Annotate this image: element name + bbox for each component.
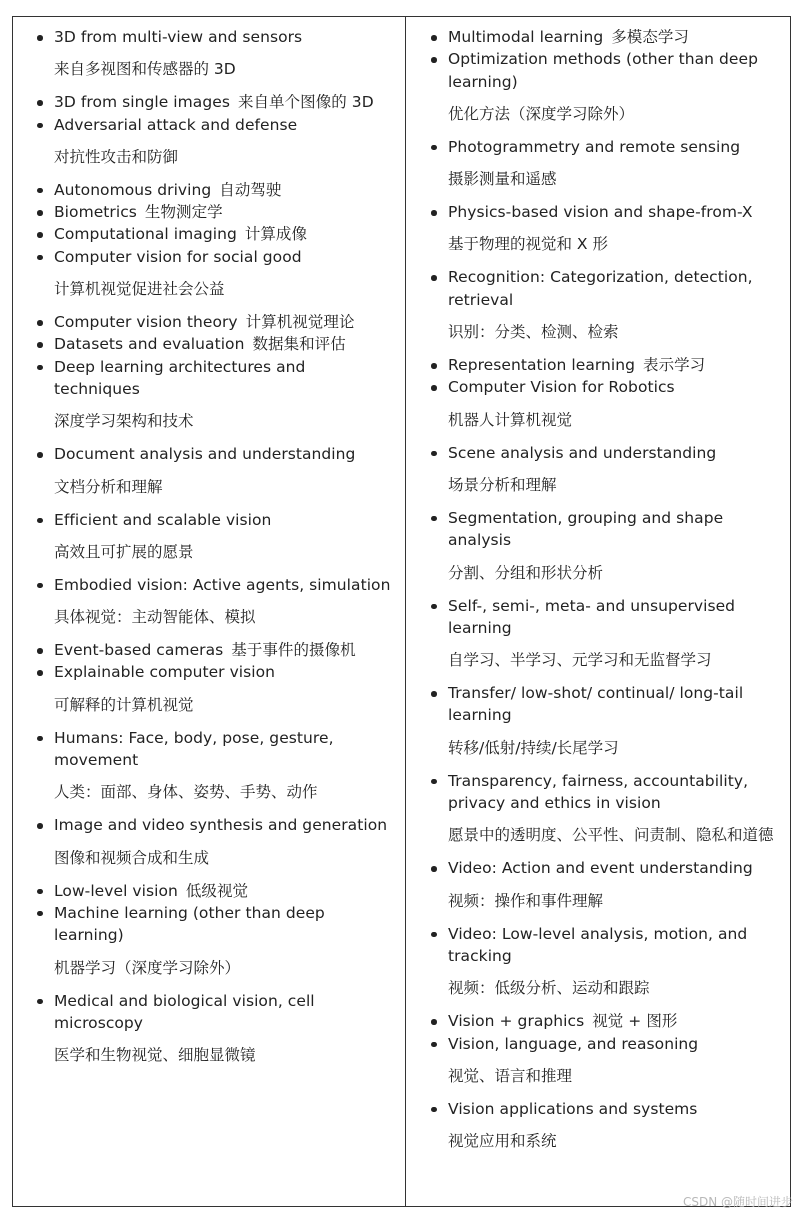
topic-chinese-translation: 高效且可扩展的愿景 bbox=[54, 542, 194, 561]
topic-group bbox=[418, 266, 784, 343]
right-column bbox=[418, 26, 784, 1163]
topic-english: Vision + graphics bbox=[448, 1012, 585, 1031]
topic-item bbox=[418, 266, 784, 311]
topic-english: Video: Action and event understanding bbox=[448, 859, 753, 878]
topic-list bbox=[418, 857, 784, 879]
topic-group bbox=[418, 26, 784, 125]
topic-group bbox=[24, 26, 394, 80]
topic-group bbox=[418, 682, 784, 759]
topic-item bbox=[418, 376, 784, 398]
topic-chinese-inline: 基于事件的摄像机 bbox=[231, 641, 356, 660]
topic-item bbox=[24, 509, 394, 531]
topic-english: Representation learning bbox=[448, 356, 636, 375]
topic-chinese-translation: 视频：低级分析、运动和跟踪 bbox=[448, 979, 650, 998]
topic-list bbox=[418, 923, 784, 968]
topic-list bbox=[24, 990, 394, 1035]
topic-chinese-inline: 来自单个图像的 3D bbox=[237, 93, 374, 112]
topic-group bbox=[418, 923, 784, 1000]
topic-group bbox=[24, 443, 394, 497]
topic-english: Event-based cameras bbox=[54, 641, 224, 660]
topic-item bbox=[24, 727, 394, 772]
topic-english: Transfer/ low-shot/ continual/ long-tail learning bbox=[448, 684, 744, 725]
topic-english: 3D from multi-view and sensors bbox=[54, 28, 303, 46]
topic-chinese-translation: 摄影测量和遥感 bbox=[448, 170, 557, 189]
topic-chinese-inline: 表示学习 bbox=[643, 356, 706, 375]
topic-group bbox=[24, 880, 394, 979]
topic-english: Machine learning (other than deep learning) bbox=[54, 903, 325, 945]
topic-english: Scene analysis and understanding bbox=[448, 443, 717, 462]
topic-english: Biometrics bbox=[54, 203, 137, 222]
topic-english: Transparency, fairness, accountability, privacy and ethics in vision bbox=[448, 771, 749, 813]
topic-english: Self-, semi-, meta- and unsupervised learning bbox=[448, 596, 736, 637]
topic-list bbox=[418, 595, 784, 640]
topic-english: Embodied vision: Active agents, simulation bbox=[54, 575, 391, 594]
topic-chinese-translation: 视觉、语言和推理 bbox=[448, 1066, 573, 1085]
topic-english: Segmentation, grouping and shape analysis bbox=[448, 508, 724, 550]
topic-chinese-translation: 视频：操作和事件理解 bbox=[448, 891, 604, 910]
topic-chinese-translation: 场景分析和理解 bbox=[448, 475, 557, 494]
topic-chinese-inline: 数据集和评估 bbox=[252, 335, 346, 354]
topic-chinese-translation: 对抗性攻击和防御 bbox=[54, 147, 179, 166]
topic-list bbox=[24, 814, 394, 836]
topic-list bbox=[418, 1098, 784, 1120]
topic-group bbox=[418, 595, 784, 672]
topic-english: Computer Vision for Robotics bbox=[448, 378, 675, 397]
topic-list bbox=[24, 509, 394, 531]
topic-chinese-inline: 生物测定学 bbox=[144, 203, 223, 222]
topic-group bbox=[418, 507, 784, 584]
topic-group bbox=[418, 442, 784, 496]
topic-list bbox=[418, 770, 784, 815]
topic-item bbox=[418, 1033, 784, 1055]
topic-list bbox=[24, 311, 394, 400]
topic-item bbox=[418, 201, 784, 223]
topic-list bbox=[418, 136, 784, 158]
topic-item bbox=[24, 356, 394, 401]
topic-item bbox=[24, 990, 394, 1035]
topic-list bbox=[24, 727, 394, 772]
topic-list bbox=[418, 1010, 784, 1055]
topic-item bbox=[418, 595, 784, 640]
topic-item bbox=[24, 26, 394, 48]
topic-english: Computational imaging bbox=[54, 225, 237, 244]
topic-chinese-inline: 自动驾驶 bbox=[219, 180, 282, 199]
topic-item bbox=[24, 902, 394, 947]
topic-list bbox=[24, 639, 394, 684]
topic-chinese-translation: 基于物理的视觉和 X 形 bbox=[448, 235, 608, 254]
topic-english: Efficient and scalable vision bbox=[54, 510, 272, 529]
topic-item bbox=[24, 201, 394, 223]
topic-chinese-translation: 机器人计算机视觉 bbox=[448, 410, 573, 429]
topic-item bbox=[418, 1098, 784, 1120]
topic-list bbox=[418, 201, 784, 223]
topic-list bbox=[24, 574, 394, 596]
topic-group bbox=[24, 639, 394, 716]
topic-chinese-translation: 医学和生物视觉、细胞显微镜 bbox=[54, 1046, 256, 1065]
topic-item bbox=[418, 442, 784, 464]
topic-english: Image and video synthesis and generation bbox=[54, 816, 388, 835]
topic-chinese-translation: 视觉应用和系统 bbox=[448, 1132, 557, 1151]
topic-list bbox=[418, 442, 784, 464]
topic-chinese-translation: 优化方法（深度学习除外） bbox=[448, 104, 635, 123]
topic-english: Explainable computer vision bbox=[54, 663, 276, 682]
topic-chinese-inline: 视觉 + 图形 bbox=[592, 1012, 678, 1031]
topic-group bbox=[24, 91, 394, 168]
topic-english: Deep learning architectures and techniques bbox=[54, 357, 306, 398]
topic-chinese-inline: 计算机视觉理论 bbox=[245, 313, 355, 332]
topic-chinese-translation: 转移/低射/持续/长尾学习 bbox=[448, 738, 619, 757]
topic-item bbox=[24, 223, 394, 245]
topic-item bbox=[418, 682, 784, 727]
topic-chinese-translation: 机器学习（深度学习除外） bbox=[54, 958, 241, 977]
topic-group bbox=[418, 1098, 784, 1152]
topic-item bbox=[418, 354, 784, 376]
topic-english: Optimization methods (other than deep learning) bbox=[448, 50, 758, 91]
topic-item bbox=[24, 246, 394, 268]
topic-group bbox=[24, 311, 394, 432]
topic-item bbox=[24, 574, 394, 596]
topic-chinese-translation: 识别：分类、检测、检索 bbox=[448, 323, 619, 342]
topic-list bbox=[24, 880, 394, 947]
topic-item bbox=[24, 179, 394, 201]
topic-english: Datasets and evaluation bbox=[54, 335, 245, 354]
topic-chinese-inline: 低级视觉 bbox=[185, 881, 249, 900]
topic-english: Computer vision for social good bbox=[54, 247, 302, 266]
topic-chinese-translation: 图像和视频合成和生成 bbox=[54, 848, 210, 867]
topic-group bbox=[24, 990, 394, 1067]
column-divider bbox=[405, 16, 406, 1207]
topic-group bbox=[24, 574, 394, 628]
topic-group bbox=[418, 136, 784, 190]
topic-group bbox=[418, 1010, 784, 1087]
topic-english: Adversarial attack and defense bbox=[54, 115, 298, 134]
topic-group bbox=[24, 179, 394, 300]
topic-item bbox=[24, 639, 394, 661]
topic-english: Autonomous driving bbox=[54, 180, 212, 199]
watermark: CSDN @随时间进步 bbox=[682, 1195, 793, 1209]
topic-chinese-translation: 计算机视觉促进社会公益 bbox=[54, 280, 225, 299]
topic-english: 3D from single images bbox=[54, 93, 230, 112]
topic-english: Vision applications and systems bbox=[448, 1099, 698, 1118]
topic-english: Multimodal learning bbox=[448, 28, 604, 46]
topic-list bbox=[24, 26, 394, 48]
topic-english: Medical and biological vision, cell microscopy bbox=[54, 991, 315, 1032]
topic-chinese-inline: 计算成像 bbox=[244, 225, 308, 244]
topic-english: Physics-based vision and shape-from-X bbox=[448, 203, 753, 222]
topic-list bbox=[418, 26, 784, 93]
topic-list bbox=[418, 354, 784, 399]
topic-item bbox=[418, 857, 784, 879]
topic-chinese-translation: 来自多视图和传感器的 3D bbox=[54, 60, 236, 79]
topic-item bbox=[418, 770, 784, 815]
topic-item bbox=[418, 48, 784, 93]
topic-english: Low-level vision bbox=[54, 881, 178, 900]
topic-english: Document analysis and understanding bbox=[54, 445, 356, 464]
topic-item bbox=[24, 814, 394, 836]
topic-group bbox=[418, 770, 784, 847]
topic-chinese-translation: 分割、分组和形状分析 bbox=[448, 563, 604, 582]
topic-list bbox=[24, 91, 394, 136]
topic-group bbox=[418, 354, 784, 431]
topic-item bbox=[418, 136, 784, 158]
topic-group bbox=[24, 814, 394, 868]
topic-group bbox=[24, 727, 394, 804]
topic-item bbox=[24, 311, 394, 333]
topic-chinese-translation: 自学习、半学习、元学习和无监督学习 bbox=[448, 651, 712, 670]
topic-item bbox=[24, 443, 394, 465]
topic-english: Recognition: Categorization, detection, retrieval bbox=[448, 268, 753, 309]
topic-group bbox=[418, 201, 784, 255]
topic-list bbox=[418, 507, 784, 552]
topic-english: Vision, language, and reasoning bbox=[448, 1034, 699, 1053]
left-column bbox=[24, 26, 394, 1077]
topic-list bbox=[24, 179, 394, 268]
topic-item bbox=[418, 26, 784, 48]
topic-item bbox=[24, 661, 394, 683]
topic-item bbox=[418, 1010, 784, 1032]
topic-item bbox=[418, 507, 784, 552]
topic-list bbox=[24, 443, 394, 465]
topic-item bbox=[418, 923, 784, 968]
topic-item bbox=[24, 333, 394, 355]
topic-item bbox=[24, 91, 394, 113]
topic-chinese-translation: 可解释的计算机视觉 bbox=[54, 695, 194, 714]
topic-group bbox=[24, 509, 394, 563]
topic-english: Photogrammetry and remote sensing bbox=[448, 137, 741, 156]
topic-english: Computer vision theory bbox=[54, 313, 238, 332]
topic-english: Video: Low-level analysis, motion, and tracking bbox=[448, 924, 748, 965]
topic-chinese-translation: 愿景中的透明度、公平性、问责制、隐私和道德 bbox=[448, 826, 774, 845]
topic-group bbox=[418, 857, 784, 911]
topic-list bbox=[418, 682, 784, 727]
topic-chinese-inline: 多模态学习 bbox=[611, 28, 689, 46]
topic-chinese-translation: 文档分析和理解 bbox=[54, 477, 163, 496]
topic-chinese-translation: 深度学习架构和技术 bbox=[54, 412, 194, 431]
topic-list bbox=[418, 266, 784, 311]
topic-chinese-translation: 具体视觉：主动智能体、模拟 bbox=[54, 608, 256, 627]
topic-english: Humans: Face, body, pose, gesture, movement bbox=[54, 728, 334, 770]
topic-chinese-translation: 人类：面部、身体、姿势、手势、动作 bbox=[54, 783, 318, 802]
topic-item bbox=[24, 880, 394, 902]
topic-item bbox=[24, 114, 394, 136]
